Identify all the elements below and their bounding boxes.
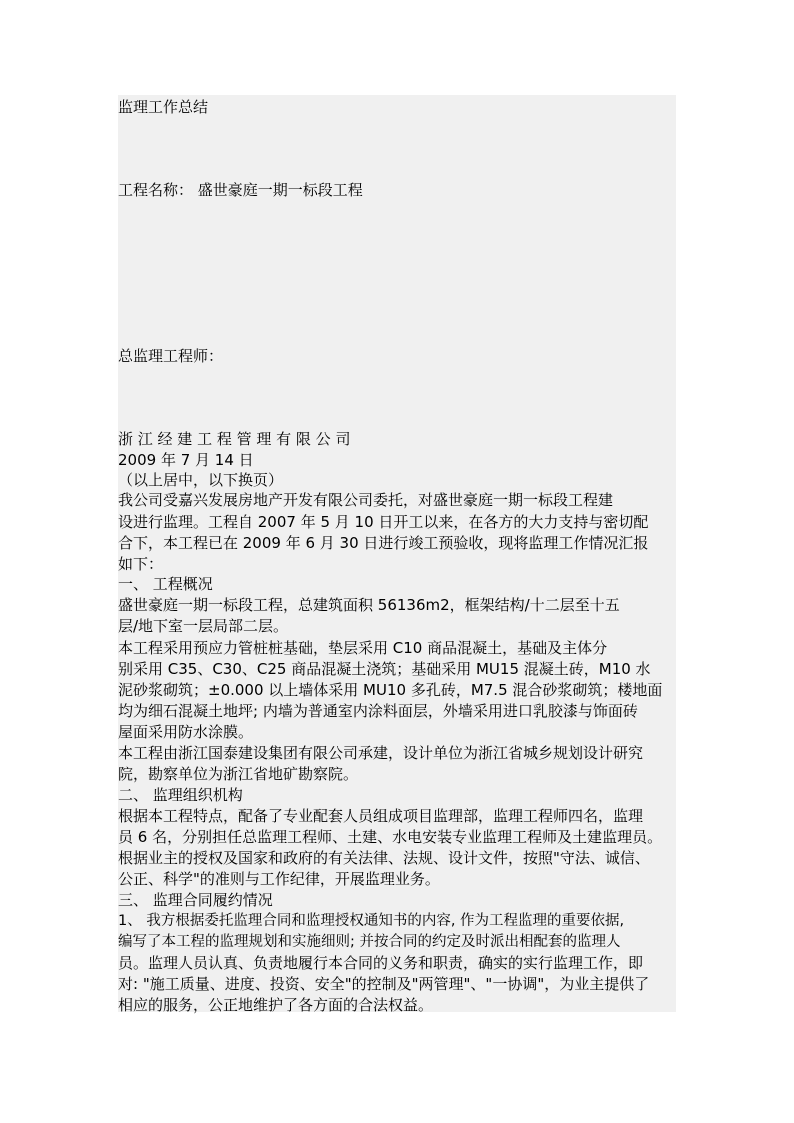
body-line: 屋面采用防水涂膜。: [118, 723, 254, 741]
body-line: 1、 我方根据委托监理合同和监理授权通知书的内容, 作为工程监理的重要依据,: [118, 913, 625, 929]
body-line: 泥砂浆砌筑；±0.000 以上墙体采用 MU10 多孔砖，M7.5 混合砂浆砌筑；楼地面: [118, 681, 663, 699]
body-line: 均为细石混凝土地坪; 内墙为普通室内涂料面层，外墙采用进口乳胶漆与饰面砖: [118, 702, 638, 720]
section-heading: 二、 监理组织机构: [118, 786, 243, 804]
body-line: 盛世豪庭一期一标段工程，总建筑面积 56136m2，框架结构/十二层至十五: [118, 596, 620, 614]
body-line: 根据业主的授权及国家和政府的有关法律、法规、设计文件，按照"守法、诚信、: [118, 849, 650, 867]
body-line: 编写了本工程的监理规划和实施细则; 并按合同的约定及时派出相配套的监理人: [118, 934, 621, 950]
body-line: 别采用 C35、C30、C25 商品混凝土浇筑；基础采用 MU15 混凝土砖，M10 水: [118, 660, 651, 678]
body-line: 本工程由浙江国泰建设集团有限公司承建，设计单位为浙江省城乡规划设计研究: [118, 744, 644, 762]
project-name: 工程名称： 盛世豪庭一期一标段工程: [118, 181, 363, 199]
body-line: 公正、科学"的准则与工作纪律，开展监理业务。: [118, 870, 440, 888]
intro-line: 如下：: [118, 555, 164, 573]
company-name: 浙 江 经 建 工 程 管 理 有 限 公 司: [118, 430, 351, 448]
document-date: 2009 年 7 月 14 日: [118, 451, 254, 469]
intro-line: 设进行监理。工程自 2007 年 5 月 10 日开工以来，在各方的大力支持与密切配: [118, 513, 649, 531]
intro-line: 我公司受嘉兴发展房地产开发有限公司委托，对盛世豪庭一期一标段工程建: [118, 491, 614, 509]
body-line: 员 6 名，分别担任总监理工程师、土建、水电安装专业监理工程师及土建监理员。: [118, 828, 663, 846]
intro-line: 合下，本工程已在 2009 年 6 月 30 日进行竣工预验收，现将监理工作情况汇报: [118, 534, 649, 552]
body-line: 院，勘察单位为浙江省地矿勘察院。: [118, 765, 359, 783]
body-line: 相应的服务，公正地维护了各方面的合法权益。: [118, 996, 434, 1014]
layout-note: （以上居中，以下换页）: [118, 471, 284, 489]
body-line: 根据本工程特点，配备了专业配套人员组成项目监理部，监理工程师四名，监理: [118, 807, 644, 825]
body-line: 对: "施工质量、进度、投资、安全"的控制及"两管理"、"一协调"，为业主提供了: [118, 975, 650, 993]
body-line: 本工程采用预应力管桩桩基础，垫层采用 C10 商品混凝土，基础及主体分: [118, 639, 608, 657]
body-line: 层/地下室一层局部二层。: [118, 617, 289, 635]
body-line: 员。监理人员认真、负责地履行本合同的义务和职责，确实的实行监理工作，即: [118, 954, 644, 972]
document-title: 监理工作总结: [118, 98, 209, 116]
chief-engineer: 总监理工程师：: [118, 347, 224, 365]
section-heading: 一、 工程概况: [118, 575, 213, 593]
section-heading: 三、 监理合同履约情况: [118, 891, 273, 909]
